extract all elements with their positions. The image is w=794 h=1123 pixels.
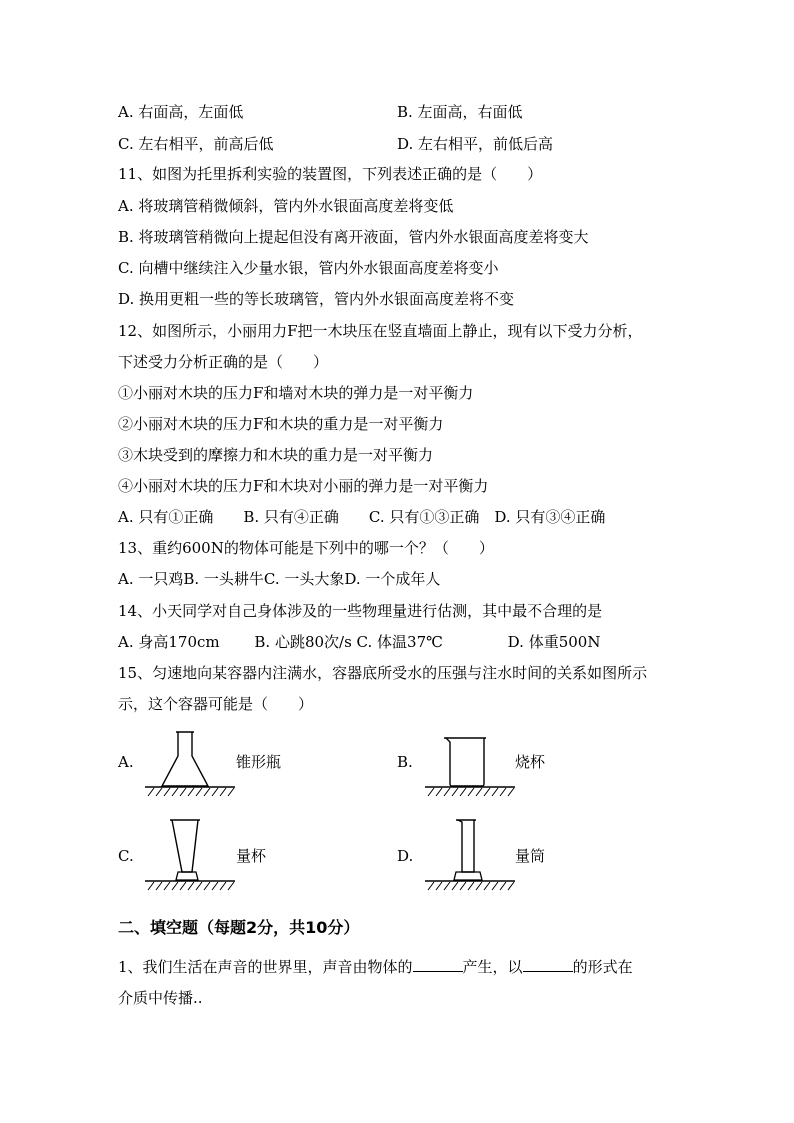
fill-q1-text-3: 的形式在 (572, 958, 633, 976)
q12-stem-line2: 下述受力分析正确的是（ ） (118, 353, 329, 371)
graduated-cylinder-figure (420, 814, 520, 894)
q13-stem: 13、重约600N的物体可能是下列中的哪一个？（ ） (118, 539, 494, 557)
q11-stem: 11、如图为托里拆利实验的装置图，下列表述正确的是（ ） (118, 165, 543, 183)
q15-option-d-letter: D. (397, 847, 414, 865)
q10-option-b: B. 左面高，右面低 (397, 103, 523, 121)
q11-option-d: D. 换用更粗一些的等长玻璃管，管内外水银面高度差将不变 (118, 290, 515, 308)
q11-option-a: A. 将玻璃管稍微倾斜，管内外水银面高度差将变低 (118, 197, 454, 215)
q12-statement-3: ③木块受到的摩擦力和木块的重力是一对平衡力 (118, 446, 434, 464)
q10-option-a: A. 右面高，左面低 (118, 103, 244, 121)
fill-q1-text-1: 1、我们生活在声音的世界里，声音由物体的 (118, 958, 413, 976)
answer-blank-2[interactable] (523, 955, 573, 972)
measuring-cup-figure (140, 814, 240, 894)
q15-option-b-letter: B. (397, 753, 413, 771)
q11-option-c: C. 向槽中继续注入少量水银，管内外水银面高度差将变小 (118, 259, 499, 277)
section-heading: 二、填空题（每题2分，共10分） (118, 918, 360, 937)
q12-stem-line1: 12、如图所示，小丽用力F把一木块压在竖直墙面上静止，现有以下受力分析， (118, 322, 643, 340)
q15-option-a-name: 锥形瓶 (236, 753, 282, 771)
q15-stem-line2: 示，这个容器可能是（ ） (118, 695, 314, 713)
fill-question-1-line2: 介质中传播.. (118, 989, 203, 1007)
beaker-figure (420, 726, 520, 801)
q12-statement-4: ④小丽对木块的压力F和木块对小丽的弹力是一对平衡力 (118, 477, 489, 495)
q10-option-d: D. 左右相平，前低后高 (397, 135, 554, 153)
q15-option-c-letter: C. (118, 847, 134, 865)
q11-option-b: B. 将玻璃管稍微向上提起但没有离开液面，管内外水银面高度差将变大 (118, 228, 589, 246)
q15-option-c-name: 量杯 (236, 847, 267, 865)
q15-option-a-letter: A. (118, 753, 134, 771)
q10-option-c: C. 左右相平，前高后低 (118, 135, 274, 153)
answer-blank-1[interactable] (413, 955, 463, 972)
conical-flask-figure (140, 726, 240, 801)
q14-options: A. 身高170cm B. 心跳80次/s C. 体温37℃ D. 体重500N (118, 633, 601, 651)
fill-question-1-line1 (118, 955, 633, 977)
q15-option-b-name: 烧杯 (515, 753, 546, 771)
q12-statement-1: ①小丽对木块的压力F和墙对木块的弹力是一对平衡力 (118, 384, 474, 402)
q12-statement-2: ②小丽对木块的压力F和木块的重力是一对平衡力 (118, 415, 444, 433)
q15-stem-line1: 15、匀速地向某容器内注满水，容器底所受水的压强与注水时间的关系如图所示 (118, 664, 648, 682)
q15-option-d-name: 量筒 (515, 847, 546, 865)
q14-stem: 14、小天同学对自己身体涉及的一些物理量进行估测，其中最不合理的是 (118, 602, 603, 620)
fill-q1-text-2: 产生，以 (462, 958, 523, 976)
q13-options: A. 一只鸡B. 一头耕牛C. 一头大象D. 一个成年人 (118, 570, 441, 588)
q12-options: A. 只有①正确 B. 只有④正确 C. 只有①③正确 D. 只有③④正确 (118, 508, 606, 526)
